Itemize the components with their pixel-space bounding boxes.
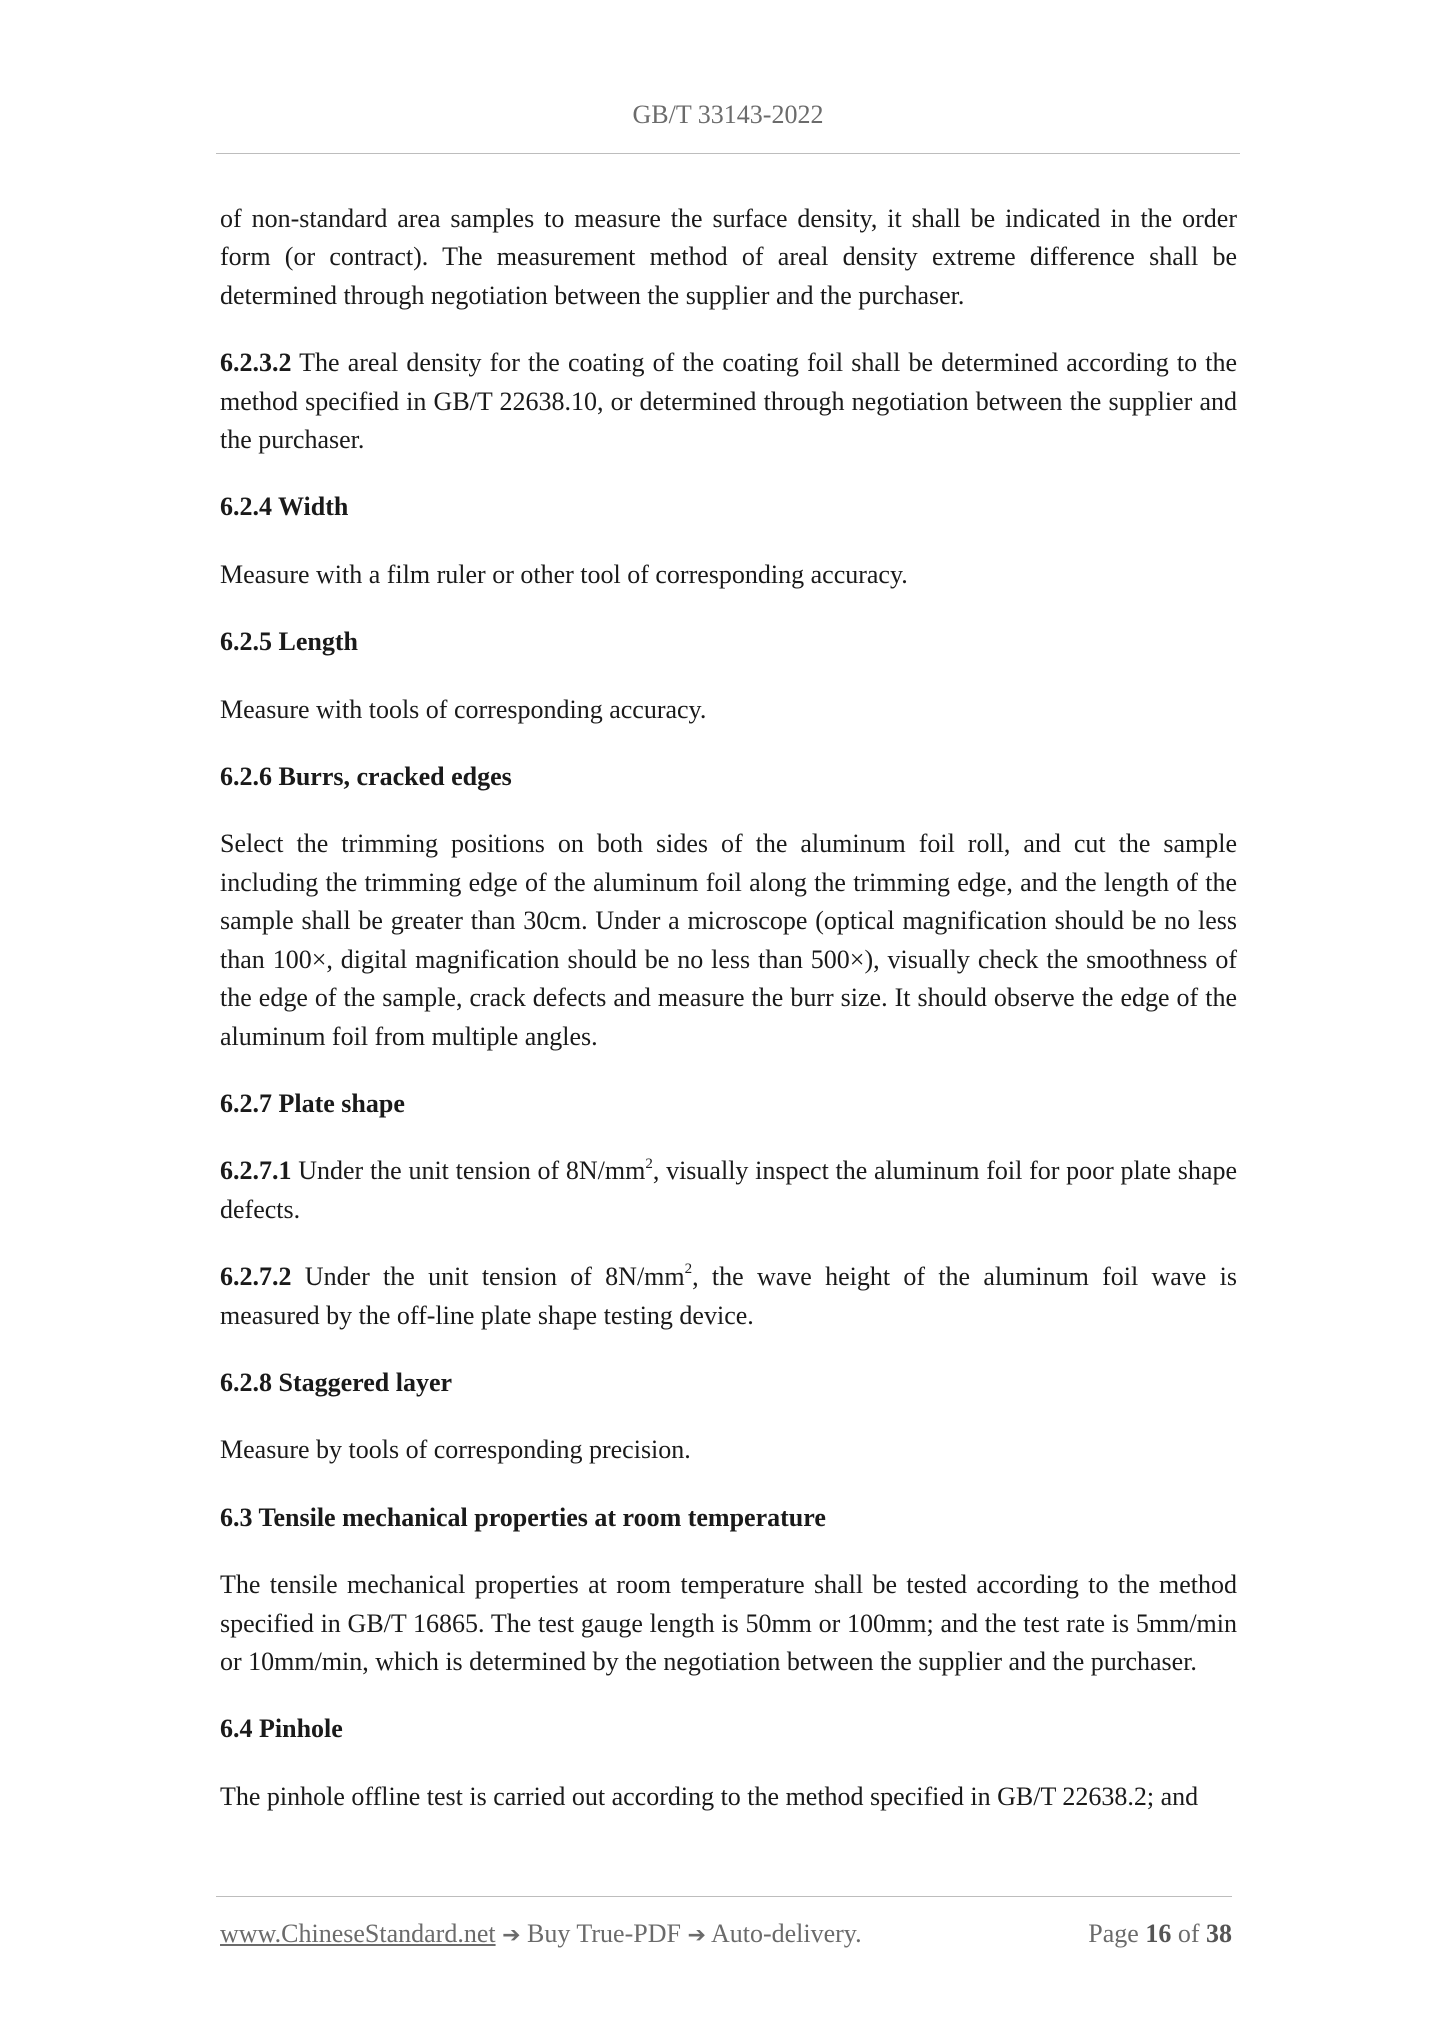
paragraph-6-2-5: Measure with tools of corresponding accuracy. — [220, 694, 707, 724]
page-header — [216, 100, 1240, 130]
heading-6-2-7: 6.2.7 Plate shape — [220, 1088, 405, 1118]
heading-6-2-8: 6.2.8 Staggered layer — [220, 1367, 453, 1397]
paragraph-6-2-8: Measure by tools of corresponding precision. — [220, 1435, 691, 1465]
clause-text: The areal density for the coating of the coating foil shall be determined according to the method specified in GB/T 22638.10, or determined through negotiation between the supplier and the purchaser. — [220, 348, 1237, 455]
paragraph-6-3: The tensile mechanical properties at room temperature shall be tested according to the method specified in GB/T 16865. The test gauge length is 50mm or 100mm; and the test rate is 5mm/min or 10mm/min, which is determined by the negotiation between the supplier and the purchaser. — [220, 1570, 1237, 1676]
paragraph-6-2-3-2 — [220, 344, 1237, 459]
total-pages: 38 — [1206, 1919, 1232, 1948]
clause-number: 6.2.7.1 — [220, 1156, 292, 1186]
heading-6-2-4: 6.2.4 Width — [220, 492, 349, 522]
document-body — [220, 200, 1237, 1845]
buy-pdf-text: Buy True-PDF — [520, 1919, 688, 1948]
superscript: 2 — [645, 1155, 653, 1172]
clause-text-post: , visually inspect the aluminum foil for poor plate shape defects. — [220, 1156, 1237, 1224]
auto-delivery-text: Auto-delivery. — [705, 1919, 862, 1948]
superscript: 2 — [684, 1261, 693, 1278]
heading-6-4: 6.4 Pinhole — [220, 1714, 343, 1744]
website-link[interactable]: www.ChineseStandard.net — [220, 1919, 496, 1948]
arrow-right-icon: ➔ — [687, 1923, 706, 1948]
clause-number: 6.2.3.2 — [220, 348, 292, 378]
clause-number: 6.2.7.2 — [220, 1262, 292, 1292]
paragraph-6-2-4: Measure with a film ruler or other tool of corresponding accuracy. — [220, 559, 908, 589]
clause-text-pre: Under the unit tension of 8N/mm — [291, 1262, 685, 1292]
current-page: 16 — [1145, 1919, 1172, 1948]
paragraph-6-2-7-1 — [220, 1152, 1237, 1229]
clause-text-post: , the wave height of the aluminum foil wave is measured by the off-line plate shape testing device. — [220, 1262, 1237, 1330]
paragraph-6-2-7-2 — [220, 1258, 1237, 1335]
footer-divider — [216, 1896, 1232, 1897]
header-divider — [216, 153, 1240, 154]
footer-promo — [220, 1919, 862, 1949]
document-code: GB/T 33143-2022 — [632, 100, 824, 129]
clause-text-pre: Under the unit tension of 8N/mm — [291, 1156, 646, 1186]
paragraph-6-4: The pinhole offline test is carried out according to the method specified in GB/T 22638.2; and — [220, 1781, 1199, 1811]
arrow-right-icon: ➔ — [502, 1923, 521, 1948]
paragraph-6-2-6: Select the trimming positions on both sides of the aluminum foil roll, and cut the sample including the trimming edge of the aluminum foil along the trimming edge, and the length of the sample shall be greater than 30cm. Under a microscope (optical magnification should be no less than 100×, digital magnification should be no less than 500×), visually check the smoothness of the edge of the sample, crack defects and measure the burr size. It should observe the edge of the aluminum foil from multiple angles. — [220, 829, 1237, 1051]
paragraph-continuation: of non-standard area samples to measure the surface density, it shall be indicated in the order form (or contract). The measurement method of areal density extreme difference shall be determined through negotiation between the supplier and the purchaser. — [220, 204, 1237, 310]
heading-6-3: 6.3 Tensile mechanical properties at room temperature — [220, 1502, 826, 1532]
heading-6-2-6: 6.2.6 Burrs, cracked edges — [220, 762, 512, 792]
page-number — [1088, 1919, 1232, 1949]
heading-6-2-5: 6.2.5 Length — [220, 627, 358, 657]
page-label: Page — [1088, 1919, 1139, 1948]
of-label: of — [1177, 1919, 1200, 1948]
